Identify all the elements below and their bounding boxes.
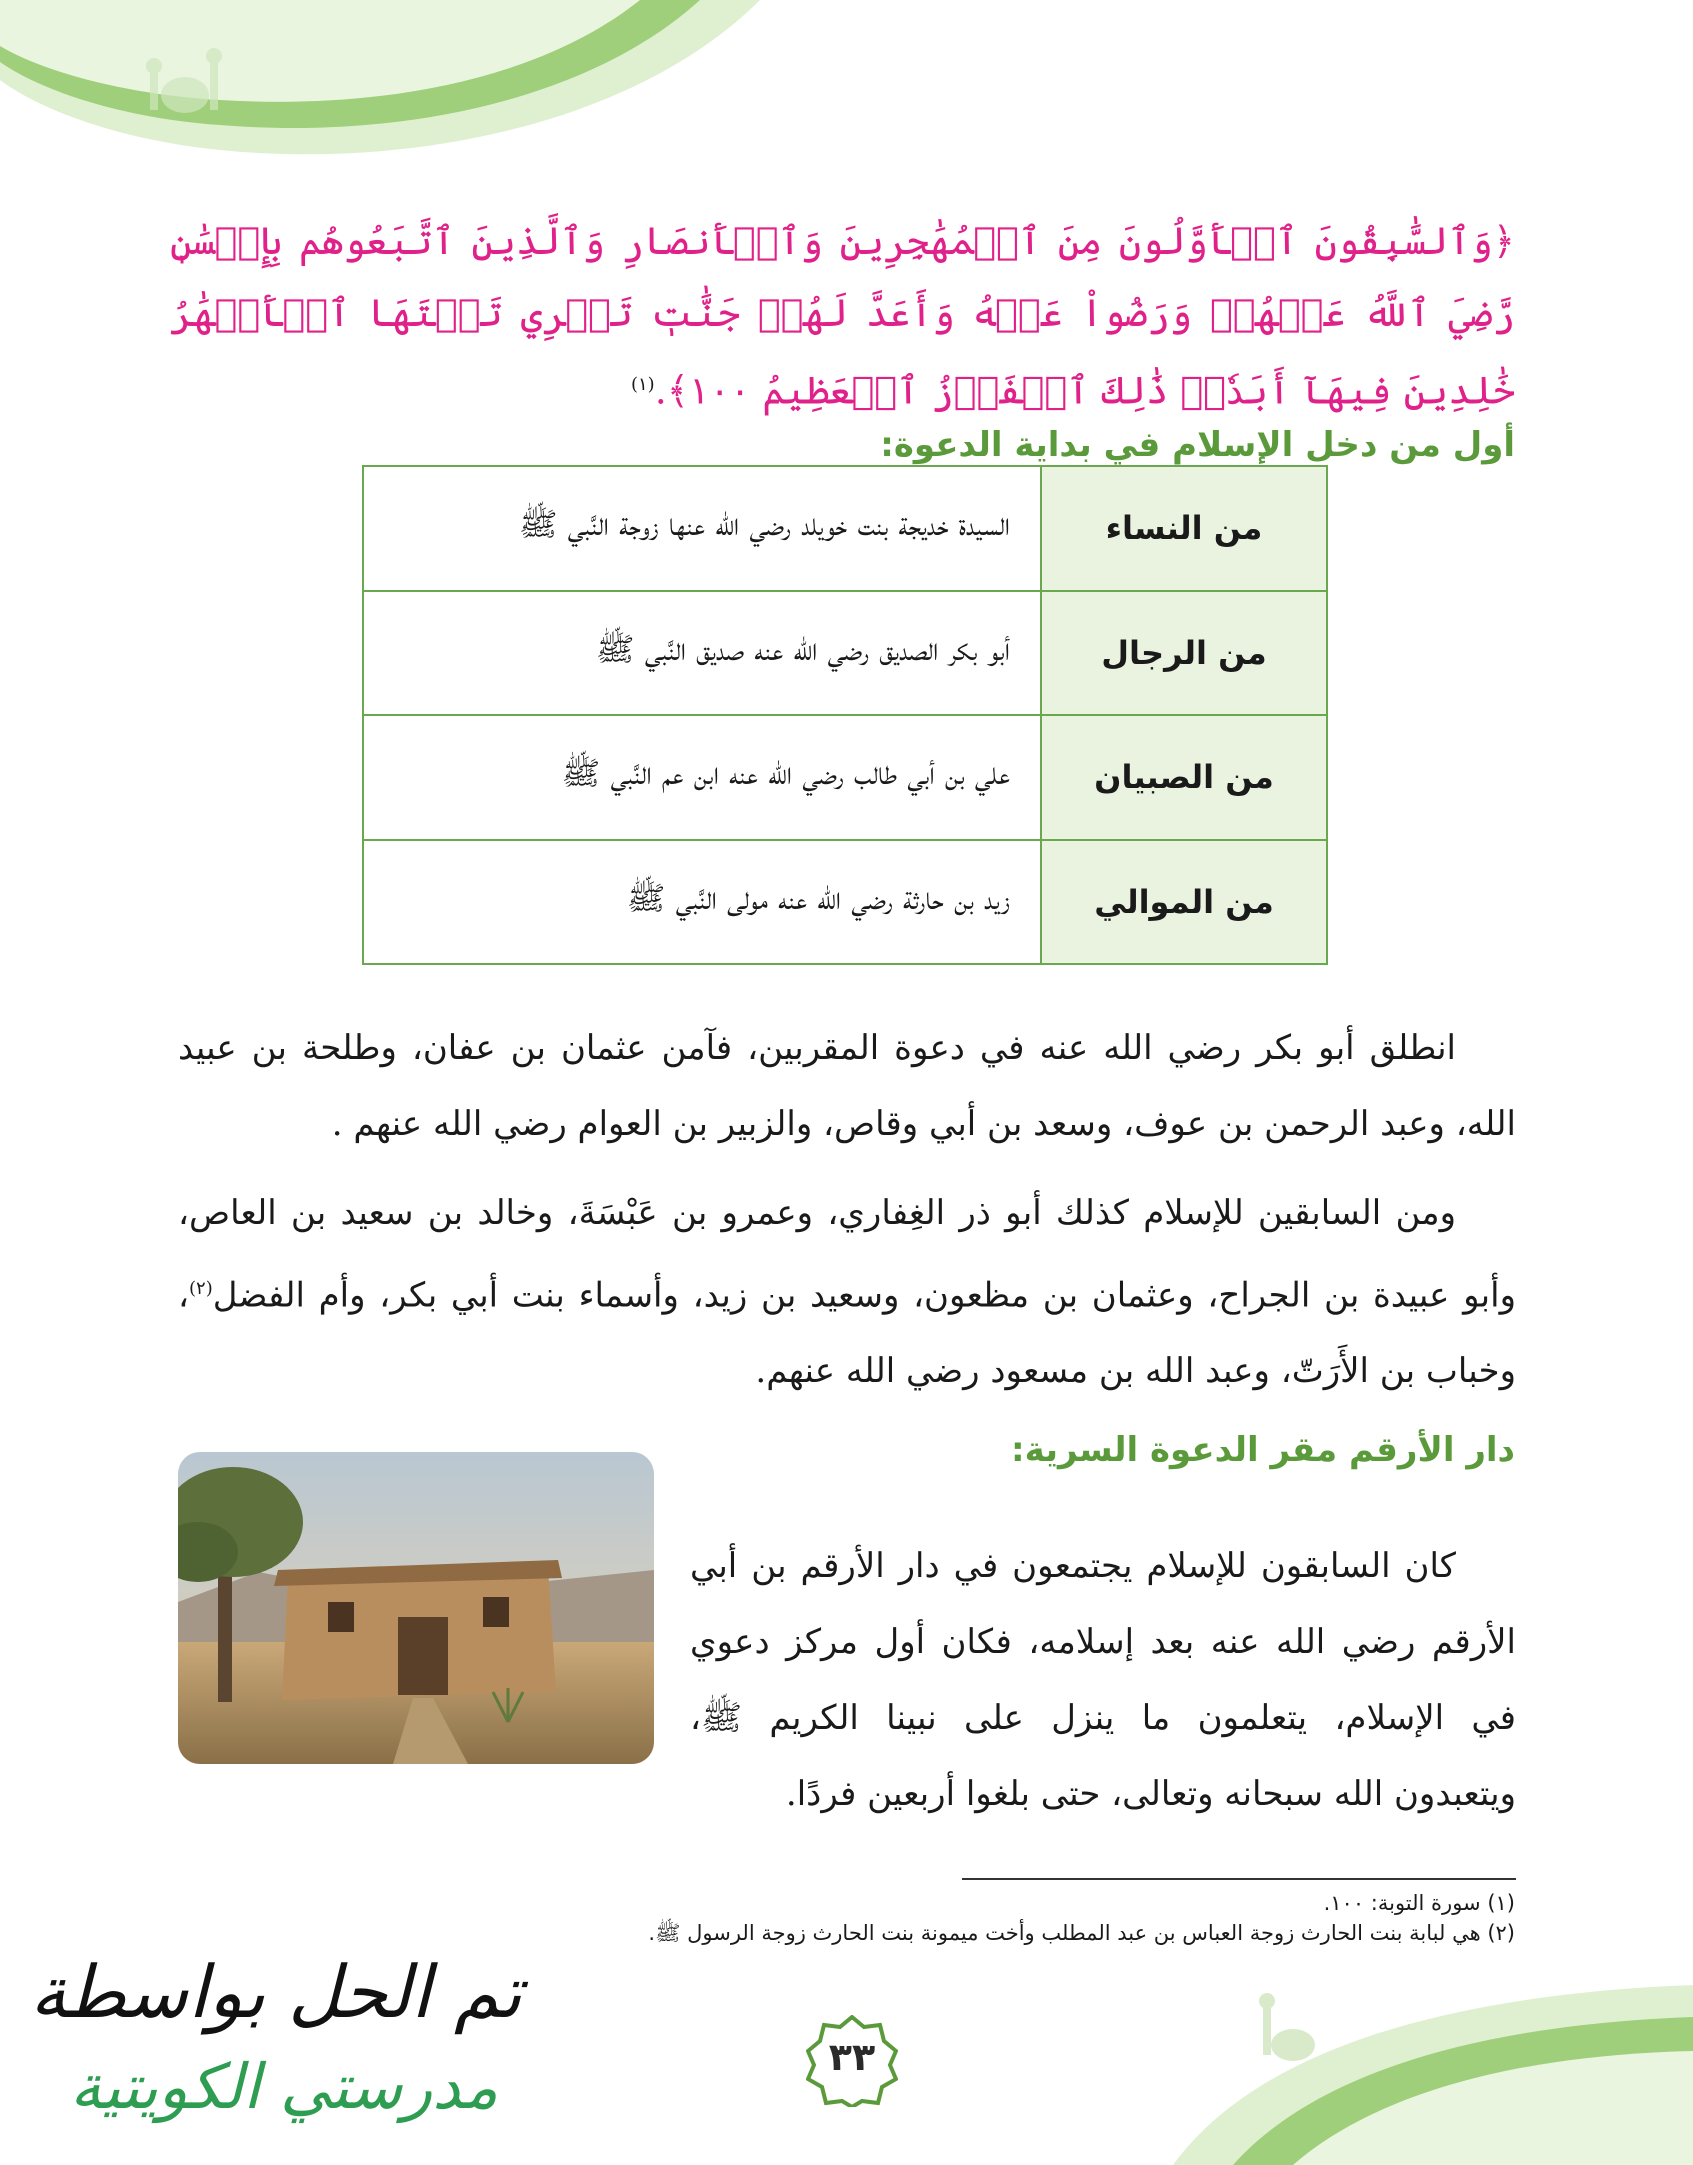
paragraph-text: ، وخباب بن الأَرَتّ، وعبد الله بن مسعود رضي الله عنهم. [178, 1275, 1516, 1392]
quran-verse-text: ﴿وَٱلسَّٰبِقُونَ ٱلۡأَوَّلُونَ مِنَ ٱلۡمُهَٰجِرِينَ وَٱلۡأَنصَارِ وَٱلَّذِينَ ٱتَّبَعُوهُم بِإِحۡسَٰنٖ رَّضِيَ ٱللَّهُ عَنۡهُمۡ وَرَضُواْ عَنۡهُ وَأَعَدَّ لَهُمۡ جَنَّٰتٖ تَجۡرِي تَحۡتَهَا ٱلۡأَنۡهَٰرُ خَٰلِدِينَ فِيهَآ أَبَدٗاۚ ذَٰلِكَ ٱلۡفَوۡزُ ٱلۡعَظِيمُ ١٠٠﴾. [170, 219, 1515, 413]
solver-stamp-line2: مدرستي الكويتية [70, 2050, 499, 2123]
page-number: ٣٣ [828, 2035, 876, 2079]
table-row [363, 591, 1327, 716]
section-heading-first-converts: أول من دخل الإسلام في بداية الدعوة: [880, 425, 1515, 465]
footnote-divider [962, 1878, 1516, 1880]
footnote-1: (١) سورة التوبة: ١٠٠. [1323, 1891, 1515, 1915]
table-value-cell: أبو بكر الصديق رضي الله عنه صديق النَّبي ﷺ [363, 591, 1041, 716]
table-category-cell: من الرجال [1041, 591, 1327, 716]
paragraph-text: ومن السابقين للإسلام كذلك أبو ذر الغِفاري، وعمرو بن عَبْسَةَ، وخالد بن سعيد بن العاص، وأبو عبيدة بن الجراح، وعثمان بن مظعون، وسعيد بن زيد، وأسماء بنت أبي بكر، وأم الفضل [178, 1193, 1516, 1316]
table-row [363, 840, 1327, 965]
table-category-cell: من الموالي [1041, 840, 1327, 965]
table-value-cell: زيد بن حارثة رضي الله عنه مولى النَّبي ﷺ [363, 840, 1041, 965]
table-value-cell: علي بن أبي طالب رضي الله عنه ابن عم النَّبي ﷺ [363, 715, 1041, 840]
paragraph-abu-bakr-call: انطلق أبو بكر رضي الله عنه في دعوة المقربين، فآمن عثمان بن عفان، وطلحة بن عبيد الله، وعبد الرحمن بن عوف، وسعد بن أبي وقاص، والزبير بن العوام رضي الله عنهم . [178, 1028, 1516, 1144]
table-category-cell: من الصبيان [1041, 715, 1327, 840]
table-row [363, 466, 1327, 591]
paragraph-early-converts [178, 1175, 1516, 1409]
table-row [363, 715, 1327, 840]
house-illustration [178, 1452, 654, 1764]
paragraph-dar-al-arqam: كان السابقون للإسلام يجتمعون في دار الأرقم بن أبي الأرقم رضي الله عنه بعد إسلامه، فكان أول مركز دعوي في الإسلام، يتعلمون ما ينزل على نبينا الكريم ﷺ، ويتعبدون الله سبحانه وتعالى، حتى بلغوا أربعين فردًا. [690, 1546, 1516, 1814]
bottom-decoration [1173, 1965, 1693, 2165]
top-decoration [0, 0, 760, 190]
footnote-ref-1: (١) [630, 374, 655, 395]
table-value-cell: السيدة خديجة بنت خويلد رضي الله عنها زوجة النَّبي ﷺ [363, 466, 1041, 591]
first-converts-table [362, 465, 1328, 965]
dar-al-arqam-image [178, 1452, 654, 1764]
footnote-2: (٢) هي لبابة بنت الحارث زوجة العباس بن عبد المطلب وأخت ميمونة بنت الحارث زوجة الرسول ﷺ. [648, 1921, 1515, 1945]
quran-verse [170, 205, 1515, 427]
footnote-ref-2: (٢) [188, 1278, 213, 1299]
solver-stamp-line1: تم الحل بواسطة [30, 1950, 522, 2034]
section-heading-dar-al-arqam: دار الأرقم مقر الدعوة السرية: [1011, 1430, 1515, 1470]
table-category-cell: من النساء [1041, 466, 1327, 591]
